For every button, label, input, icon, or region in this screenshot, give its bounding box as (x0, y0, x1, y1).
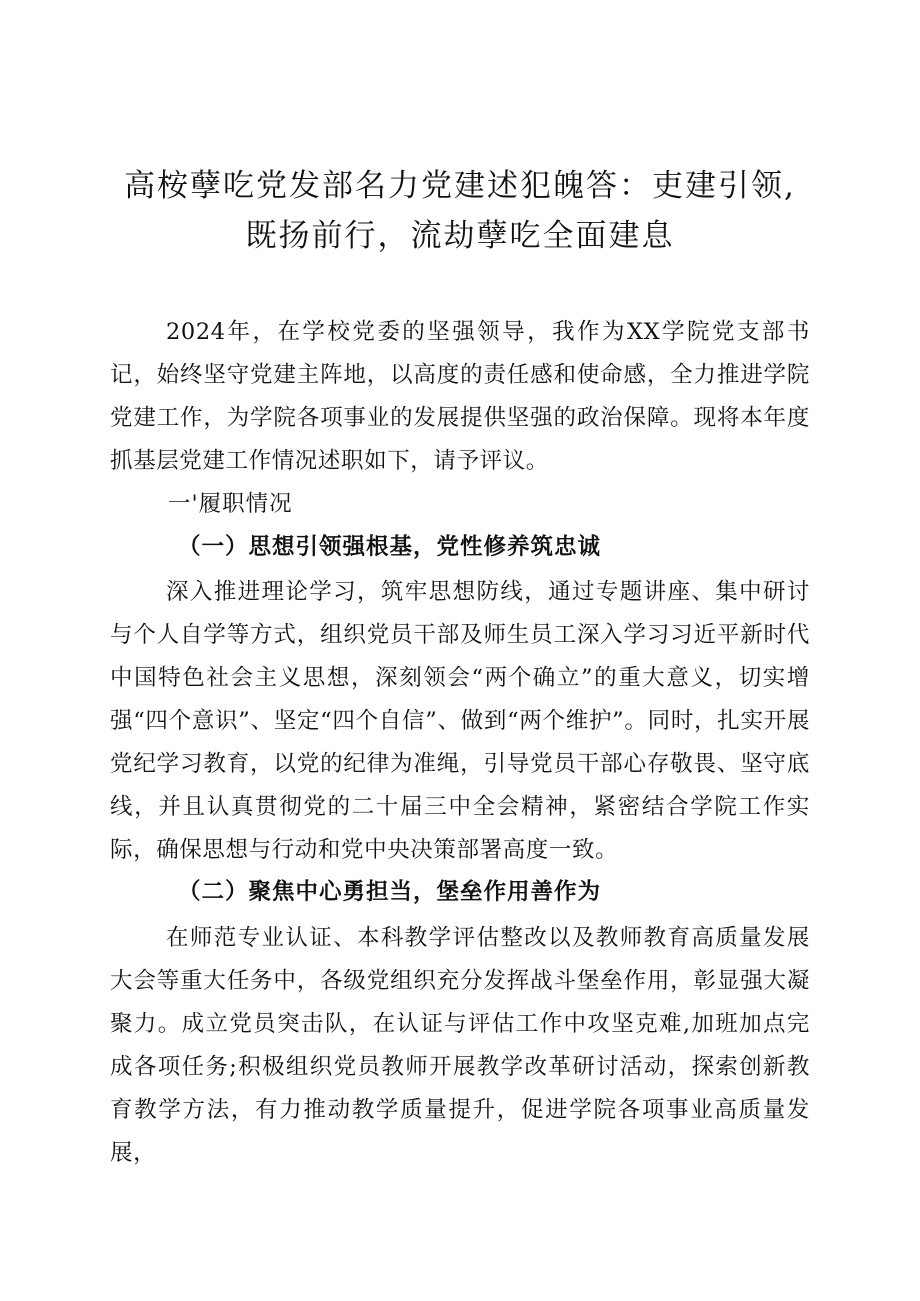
intro-paragraph: 2024年，在学校党委的坚强领导，我作为XX学院党支部书记，始终坚守党建主阵地，以高度的责任感和使命感，全力推进学院党建工作，为学院各项事业的发展提供坚强的政治保障。现将本年度抓基层党建工作情况述职如下，请予评议。 (110, 319, 810, 474)
subsection-body-ideological: 深入推进理论学习，筑牢思想防线，通过专题讲座、集中研讨与个人自学等方式，组织党员干部及师生员工深入学习习近平新时代中国特色社会主义思想，深刻领会“两个确立”的重大意义，切实增强“四个意识”、坚定“四个自信”、做到“两个维护”。同时，扎实开展党纪学习教育，以党的纪律为准绳，引导党员干部心存敬畏、坚守底线，并且认真贯彻党的二十届三中全会精神，紧密结合学院工作实际，确保思想与行动和党中央决策部署高度一致。 (110, 579, 810, 863)
document-title-line-1: 高桉孽吃党发部名力党建述犯魄答：吏建引领, (124, 168, 796, 204)
document-title-line-2: 既扬前行，流劫孽吃全面建息 (245, 218, 675, 254)
section-heading-performance: 一'履职情况 (168, 491, 293, 517)
subsection-heading-fortress: （二）聚焦中心勇担当，堡垒作用善作为 (178, 879, 602, 905)
subsection-body-fortress: 在师范专业认证、本科教学评估整改以及教师教育高质量发展大会等重大任务中，各级党组织充分发挥战斗堡垒作用，彰显强大凝聚力。成立党员突击队，在认证与评估工作中攻坚克难,加班加点完成各项任务;积极组织党员教师开展教学改革研讨活动，探索创新教育教学方法，有力推动教学质量提升，促进学院各项事业高质量发展， (110, 925, 810, 1166)
subsection-heading-ideological: （一）思想引领强根基，党性修养筑忠诚 (178, 534, 602, 560)
